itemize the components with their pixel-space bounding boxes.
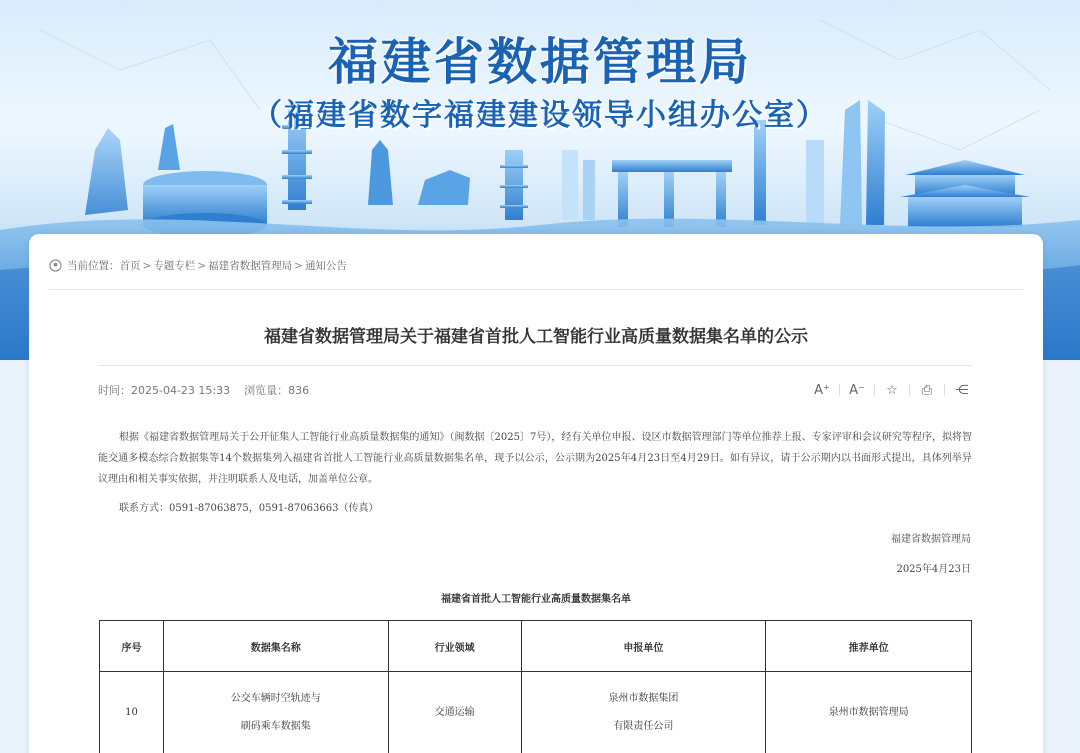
cell-industry: 交通运输 <box>388 672 521 753</box>
breadcrumb-bureau[interactable]: 福建省数据管理局 <box>208 260 293 272</box>
location-icon <box>49 259 62 272</box>
breadcrumb <box>49 258 347 273</box>
table-header-row <box>100 621 972 672</box>
applicant-line: 有限责任公司 <box>613 720 674 732</box>
cell-dataset-name <box>163 672 388 753</box>
content-card <box>29 234 1043 753</box>
print-icon[interactable]: ⎙ <box>921 382 933 398</box>
site-subtitle: （福建省数字福建建设领导小组办公室） <box>252 98 828 133</box>
cell-index: 10 <box>100 672 164 753</box>
breadcrumb-notices[interactable]: 通知公告 <box>304 260 347 272</box>
applicant-line: 泉州市数据集团 <box>608 692 679 704</box>
toolbar-divider <box>874 384 875 396</box>
title-divider <box>98 365 972 366</box>
favorite-star-icon[interactable]: ☆ <box>886 382 898 398</box>
site-title: 福建省数据管理局 <box>328 32 752 91</box>
table-row <box>100 672 972 753</box>
breadcrumb-divider <box>49 289 1023 290</box>
breadcrumb-separator: > <box>197 259 207 272</box>
article-toolbar <box>811 379 973 401</box>
publish-time: 2025-04-23 15:33 <box>131 384 231 397</box>
breadcrumb-prefix: 当前位置： <box>67 260 120 272</box>
dataset-table <box>99 620 972 753</box>
header-dataset-name: 数据集名称 <box>163 621 388 672</box>
publish-time-label: 时间： <box>98 384 131 397</box>
signature-org: 福建省数据管理局 <box>891 534 971 545</box>
font-decrease-icon[interactable]: A⁻ <box>849 382 865 398</box>
views-label: 浏览量： <box>244 384 289 397</box>
header-recommender: 推荐单位 <box>766 621 972 672</box>
font-increase-icon[interactable]: A⁺ <box>814 382 830 398</box>
article-meta <box>98 382 309 398</box>
toolbar-divider <box>909 384 910 396</box>
share-icon[interactable]: ⋲ <box>955 382 969 398</box>
views-count: 836 <box>288 384 310 397</box>
dataset-name-line: 公交车辆时空轨迹与 <box>230 692 321 704</box>
breadcrumb-special-topics[interactable]: 专题专栏 <box>153 260 196 272</box>
breadcrumb-separator: > <box>294 259 303 272</box>
toolbar-divider <box>944 384 945 396</box>
contact-info: 联系方式：0591-87063875，0591-87063663（传真） <box>119 503 379 514</box>
signature-date: 2025年4月23日 <box>896 564 971 575</box>
header-industry: 行业领域 <box>388 621 521 672</box>
breadcrumb-home[interactable]: 首页 <box>119 260 141 272</box>
breadcrumb-separator: > <box>142 259 152 272</box>
table-caption: 福建省首批人工智能行业高质量数据集名单 <box>441 594 631 605</box>
article-title: 福建省数据管理局关于福建省首批人工智能行业高质量数据集名单的公示 <box>264 327 808 347</box>
header-applicant: 申报单位 <box>521 621 766 672</box>
cell-applicant <box>521 672 766 753</box>
cell-recommender: 泉州市数据管理局 <box>766 672 972 753</box>
header-index: 序号 <box>100 621 164 672</box>
toolbar-divider <box>839 384 840 396</box>
dataset-name-line: 刷码乘车数据集 <box>240 720 311 732</box>
article-body: 根据《福建省数据管理局关于公开征集人工智能行业高质量数据集的通知》（闽数据〔2025〕7号），经有关单位申报、设区市数据管理部门等单位推荐上报、专家评审和会议研究等程序，拟将智能交通多模态综合数据集等14个数据集列入福建省首批人工智能行业高质量数据集名单，现予以公示，公示期为2025年4月23日至4月29日。如有异议，请于公示期内以书面形式提出，具体列举异议理由和相关事实依据，并注明联系人及电话，加盖单位公章。 <box>98 432 972 485</box>
